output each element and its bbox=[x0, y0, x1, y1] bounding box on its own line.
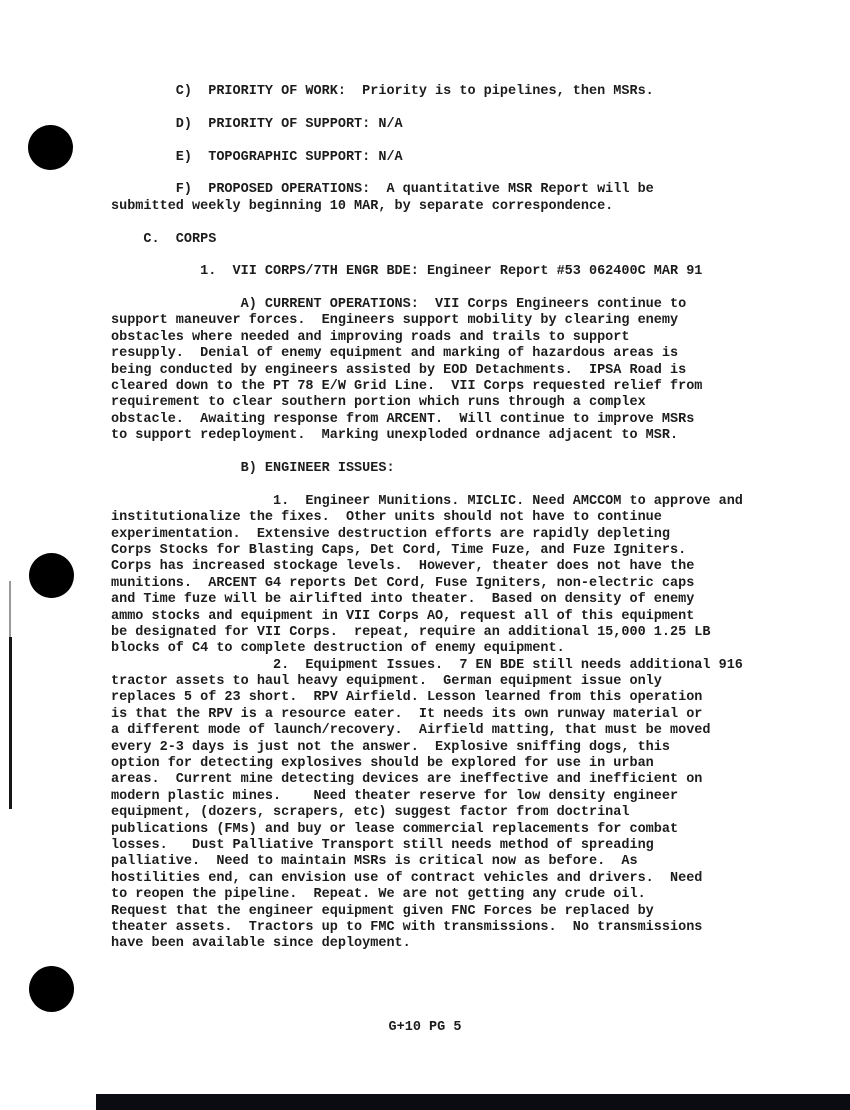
text-line: to support redeployment. Marking unexploded ordnance adjacent to MSR. bbox=[111, 428, 679, 444]
text-line: munitions. ARCENT G4 reports Det Cord, Fuse Igniters, non-electric caps bbox=[111, 575, 695, 591]
text-line: support maneuver forces. Engineers support mobility by clearing enemy bbox=[111, 313, 679, 329]
text-line: obstacles where needed and improving roads and trails to support bbox=[111, 329, 630, 345]
text-line: Corps has increased stockage levels. However, theater does not have the bbox=[111, 559, 695, 575]
text-line: submitted weekly beginning 10 MAR, by separate correspondence. bbox=[111, 198, 614, 214]
text-line: equipment, (dozers, scrapers, etc) suggest factor from doctrinal bbox=[111, 805, 630, 821]
hole-punch-mark bbox=[29, 966, 74, 1012]
text-line bbox=[111, 166, 743, 182]
scan-line-artifact bbox=[9, 581, 11, 637]
page-footer: G+10 PG 5 bbox=[388, 1020, 462, 1035]
text-line: modern plastic mines. Need theater reserve for low density engineer bbox=[111, 788, 679, 804]
text-line: a different mode of launch/recovery. Airfield matting, that must be moved bbox=[111, 723, 711, 739]
text-line: publications (FMs) and buy or lease commercial replacements for combat bbox=[111, 821, 679, 837]
text-line bbox=[111, 477, 743, 493]
text-line: C) PRIORITY OF WORK: Priority is to pipelines, then MSRs. bbox=[111, 84, 654, 99]
scan-line-artifact bbox=[9, 637, 12, 809]
text-line: to reopen the pipeline. Repeat. We are not getting any crude oil. bbox=[111, 887, 646, 903]
text-line: requirement to clear southern portion which runs through a complex bbox=[111, 395, 646, 411]
text-line: A) CURRENT OPERATIONS: VII Corps Engineers continue to bbox=[111, 297, 687, 313]
text-line bbox=[111, 445, 743, 461]
hole-punch-mark bbox=[29, 553, 74, 598]
text-line: obstacle. Awaiting response from ARCENT. Will continue to improve MSRs bbox=[111, 411, 695, 427]
text-line: tractor assets to haul heavy equipment. German equipment issue only bbox=[111, 674, 662, 690]
text-line bbox=[111, 133, 743, 149]
text-line: 1. Engineer Munitions. MICLIC. Need AMCCOM to approve and bbox=[111, 493, 743, 509]
text-line: and Time fuze will be airlifted into theater. Based on density of enemy bbox=[111, 592, 695, 608]
text-line: experimentation. Extensive destruction efforts are rapidly depleting bbox=[111, 526, 670, 542]
text-line: have been available since deployment. bbox=[111, 936, 411, 952]
text-line: C. CORPS bbox=[111, 231, 217, 247]
text-line: Corps Stocks for Blasting Caps, Det Cord, Time Fuze, and Fuze Igniters. bbox=[111, 542, 687, 558]
text-line: F) PROPOSED OPERATIONS: A quantitative MSR Report will be bbox=[111, 182, 654, 198]
text-line: is that the RPV is a resource eater. It needs its own runway material or bbox=[111, 706, 703, 722]
text-line bbox=[111, 281, 743, 297]
text-line: Request that the engineer equipment given FNC Forces be replaced by bbox=[111, 903, 654, 919]
text-line: D) PRIORITY OF SUPPORT: N/A bbox=[111, 116, 403, 132]
text-line bbox=[111, 215, 743, 231]
text-line: palliative. Need to maintain MSRs is critical now as before. As bbox=[111, 854, 638, 870]
hole-punch-mark bbox=[28, 125, 73, 170]
text-line: hostilities end, can envision use of contract vehicles and drivers. Need bbox=[111, 870, 703, 886]
text-line: 1. VII CORPS/7TH ENGR BDE: Engineer Report #53 062400C MAR 91 bbox=[111, 264, 703, 280]
text-line: B) ENGINEER ISSUES: bbox=[111, 460, 395, 476]
text-line: blocks of C4 to complete destruction of enemy equipment. bbox=[111, 641, 565, 657]
text-line: every 2-3 days is just not the answer. Explosive sniffing dogs, this bbox=[111, 739, 670, 755]
document-body-text bbox=[111, 84, 743, 953]
text-line: resupply. Denial of enemy equipment and marking of hazardous areas is bbox=[111, 346, 679, 362]
text-line: ammo stocks and equipment in VII Corps AO, request all of this equipment bbox=[111, 608, 695, 624]
text-line: 2. Equipment Issues. 7 EN BDE still needs additional 916 bbox=[111, 657, 743, 673]
scan-edge-artifact bbox=[96, 1094, 850, 1110]
text-line: be designated for VII Corps. repeat, require an additional 15,000 1.25 LB bbox=[111, 624, 711, 640]
text-line: replaces 5 of 23 short. RPV Airfield. Lesson learned from this operation bbox=[111, 690, 703, 706]
text-line: cleared down to the PT 78 E/W Grid Line. VII Corps requested relief from bbox=[111, 379, 703, 395]
text-line: institutionalize the fixes. Other units should not have to continue bbox=[111, 510, 662, 526]
text-line: areas. Current mine detecting devices are ineffective and inefficient on bbox=[111, 772, 703, 788]
text-line: E) TOPOGRAPHIC SUPPORT: N/A bbox=[111, 149, 403, 165]
text-line: option for detecting explosives should be explored for use in urban bbox=[111, 756, 654, 772]
text-line: being conducted by engineers assisted by EOD Detachments. IPSA Road is bbox=[111, 362, 687, 378]
text-line bbox=[111, 100, 743, 116]
text-line: losses. Dust Palliative Transport still needs method of spreading bbox=[111, 837, 654, 853]
text-line: theater assets. Tractors up to FMC with transmissions. No transmissions bbox=[111, 919, 703, 935]
text-line bbox=[111, 248, 743, 264]
